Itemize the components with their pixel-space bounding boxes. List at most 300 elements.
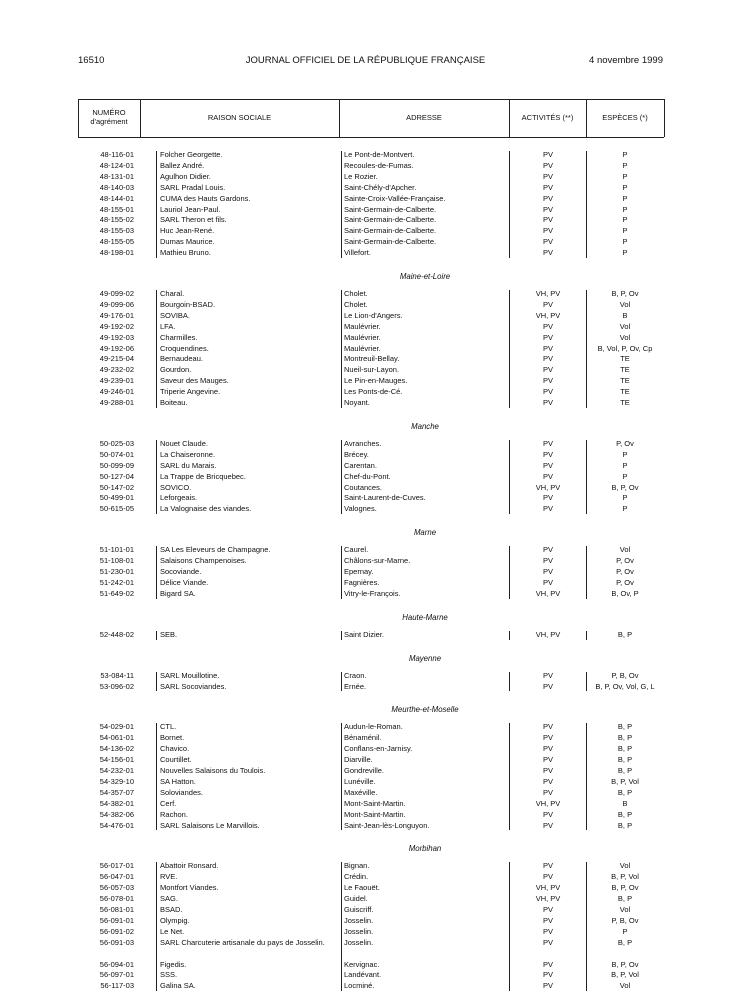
agrement-number: 56-094-01 — [99, 959, 134, 969]
table-row — [0, 398, 731, 408]
raison-sociale: BSAD. — [160, 905, 183, 914]
agrement-number: 50-499-01 — [99, 493, 134, 503]
raison-sociale: Montfort Viandes. — [160, 883, 219, 893]
agrement-number: 48-124-01 — [99, 160, 134, 170]
column-rule — [509, 862, 510, 991]
especes: P, B, Ov — [611, 670, 639, 680]
raison-sociale: SARL Salaisons Le Marvillois. — [160, 820, 260, 830]
table-row — [0, 821, 731, 831]
adresse: Guidel. — [344, 894, 368, 904]
activites: PV — [542, 204, 553, 214]
agrement-number: 49-288-01 — [99, 398, 134, 407]
column-rule — [156, 672, 157, 692]
column-rule — [509, 631, 510, 640]
adresse: Nueil-sur-Layon. — [344, 365, 400, 375]
raison-sociale: Croquendines. — [160, 343, 209, 353]
table-row — [0, 354, 731, 364]
especes: TE — [620, 376, 630, 386]
raison-sociale: La Chaiseronne. — [160, 449, 216, 459]
agrement-number: 51-230-01 — [99, 567, 134, 576]
agrement-number: 56-047-01 — [99, 872, 134, 882]
adresse: Sainte-Croix-Vallée-Française. — [344, 193, 446, 203]
agrement-number: 50-127-04 — [99, 471, 134, 481]
raison-sociale: Lauriol Jean-Paul. — [160, 204, 221, 214]
column-rule — [509, 151, 510, 258]
especes: Vol — [619, 321, 631, 331]
raison-sociale: Socoviande. — [160, 567, 202, 576]
activites: PV — [542, 171, 553, 181]
raison-sociale: Bernaudeau. — [160, 354, 203, 364]
especes: TE — [620, 354, 630, 364]
table-row — [0, 461, 731, 471]
activites: PV — [542, 493, 553, 503]
agrement-number: 49-099-06 — [99, 299, 134, 309]
agrement-number: 48-116-01 — [100, 150, 134, 159]
column-rule — [586, 631, 587, 640]
raison-sociale: Ballez André. — [160, 160, 205, 170]
activites: PV — [542, 504, 553, 514]
activites: PV — [542, 387, 553, 397]
adresse: Saint-Germain-de-Calberte. — [344, 215, 437, 225]
agrement-number: 54-156-01 — [99, 755, 134, 765]
raison-sociale: Charal. — [160, 289, 185, 298]
raison-sociale: Nouet Claude. — [160, 438, 208, 448]
activites: PV — [542, 670, 553, 680]
raison-sociale: SOVIBA. — [160, 310, 191, 320]
agrement-number: 56-117-03 — [100, 981, 134, 991]
especes: B — [622, 798, 628, 808]
activites: PV — [542, 755, 553, 765]
adresse: Diarville. — [344, 755, 373, 765]
raison-sociale: Agulhon Didier. — [160, 171, 211, 181]
agrement-number: 53-084-11 — [100, 670, 134, 680]
raison-sociale: Figedis. — [160, 959, 187, 969]
adresse: Les Ponts-de-Cé. — [344, 387, 403, 397]
raison-sociale: Charmilles. — [160, 332, 198, 342]
adresse: Mont-Saint-Martin. — [344, 798, 406, 808]
activites: PV — [542, 160, 553, 170]
table-row — [0, 493, 731, 503]
adresse: Montreuil-Bellay. — [344, 354, 400, 364]
especes: P — [622, 204, 628, 214]
column-rule — [156, 546, 157, 599]
especes: B, P, Ov — [611, 959, 639, 969]
column-rule — [156, 440, 157, 514]
column-rule — [341, 672, 342, 692]
table-row — [0, 450, 731, 460]
activites: PV — [542, 809, 553, 819]
adresse: Noyant. — [344, 398, 370, 407]
activites: VH, PV — [535, 894, 561, 904]
especes: P, Ov — [616, 567, 634, 576]
activites: VH, PV — [535, 289, 561, 298]
table-row — [0, 733, 731, 743]
adresse: Conflans-en-Jarnisy. — [344, 744, 413, 754]
raison-sociale: Le Net. — [160, 926, 185, 936]
agrement-number: 49-192-03 — [99, 332, 134, 342]
activites: PV — [542, 872, 553, 882]
agrement-number: 56-097-01 — [99, 970, 134, 980]
raison-sociale: SARL Charcuterie artisanale du pays de Josselin. — [160, 937, 325, 947]
especes: B, P — [617, 755, 633, 765]
table-row — [0, 300, 731, 310]
activites: PV — [542, 556, 553, 566]
especes: B, P — [617, 766, 633, 775]
column-rule — [586, 546, 587, 599]
section-title: Haute-Marne — [402, 612, 448, 622]
activites: PV — [542, 959, 553, 969]
agrement-number: 56-091-02 — [99, 926, 134, 936]
especes: P, Ov — [616, 577, 634, 587]
activites: VH, PV — [535, 629, 561, 639]
raison-sociale: Bourgoin-BSAD. — [160, 299, 216, 309]
section-title: Manche — [411, 421, 439, 431]
table-row — [0, 970, 731, 980]
table-row — [0, 483, 731, 493]
agrement-number: 50-074-01 — [99, 449, 134, 459]
agrement-number: 49-215-04 — [99, 354, 134, 364]
table-row — [0, 766, 731, 776]
raison-sociale: La Valognaise des viandes. — [160, 504, 252, 514]
especes: P — [622, 237, 628, 247]
especes: P — [622, 226, 628, 236]
agrement-number: 54-061-01 — [99, 733, 134, 743]
agrement-number: 48-144-01 — [99, 193, 134, 203]
especes: B, P, Vol — [611, 872, 639, 882]
adresse: Valognes. — [344, 504, 377, 514]
agrement-number: 54-136-02 — [99, 744, 134, 754]
table-row — [0, 161, 731, 171]
activites: VH, PV — [535, 588, 561, 598]
agrement-number: 54-382-06 — [99, 809, 134, 819]
raison-sociale: Cerf. — [160, 798, 177, 808]
table-row — [0, 183, 731, 193]
raison-sociale: Gourdon. — [160, 365, 192, 375]
table-row — [0, 365, 731, 375]
column-rule — [341, 723, 342, 830]
raison-sociale: Soloviandes. — [160, 787, 203, 797]
table-row — [0, 311, 731, 321]
column-rule — [156, 290, 157, 408]
raison-sociale: SSS. — [160, 970, 178, 980]
especes: B, P — [617, 629, 633, 639]
adresse: Craon. — [344, 670, 367, 680]
section-title: Morbihan — [408, 844, 442, 854]
activites: VH, PV — [535, 798, 561, 808]
activites: PV — [542, 215, 553, 225]
adresse: Josselin. — [344, 915, 374, 925]
activites: PV — [542, 321, 553, 331]
activites: PV — [542, 248, 553, 258]
agrement-number: 54-382-01 — [99, 798, 134, 808]
especes: B, Vol, P, Ov, Cp — [597, 343, 653, 353]
raison-sociale: SA Les Eleveurs de Champagne. — [160, 545, 271, 555]
adresse: Le Pin-en-Mauges. — [344, 376, 408, 386]
especes: P — [622, 215, 628, 225]
agrement-number: 51-242-01 — [99, 577, 134, 587]
agrement-number: 53-096-02 — [99, 681, 134, 691]
agrement-number: 49-099-02 — [99, 289, 134, 298]
journal-title: JOURNAL OFFICIEL DE LA RÉPUBLIQUE FRANÇAISE — [245, 55, 486, 66]
agrement-number: 52-448-02 — [99, 629, 134, 639]
adresse: Maulévrier. — [344, 321, 381, 331]
page-number: 16510 — [78, 55, 105, 66]
adresse: Avranches. — [344, 438, 382, 448]
activites: PV — [542, 722, 553, 732]
activites: PV — [542, 376, 553, 386]
especes: B, P — [617, 733, 633, 743]
agrement-number: 49-176-01 — [99, 310, 134, 320]
activites: PV — [542, 915, 553, 925]
raison-sociale: Folcher Georgette. — [160, 150, 223, 159]
column-rule — [586, 290, 587, 408]
agrement-number: 50-099-09 — [99, 460, 134, 470]
raison-sociale: Saveur des Mauges. — [160, 376, 229, 386]
agrement-number: 48-155-01 — [99, 204, 134, 214]
table-row — [0, 755, 731, 765]
table-row — [0, 344, 731, 354]
activites: PV — [542, 343, 553, 353]
agrement-number: 56-081-01 — [99, 905, 134, 914]
adresse: Chef-du-Pont. — [344, 471, 391, 481]
raison-sociale: SEB. — [160, 629, 178, 639]
especes: B, P — [617, 894, 633, 904]
activites: VH, PV — [535, 883, 561, 893]
column-rule — [341, 862, 342, 991]
activites: PV — [542, 398, 553, 407]
adresse: Bénaménil. — [344, 733, 382, 743]
table-row — [0, 589, 731, 599]
agrement-number: 56-091-03 — [99, 937, 134, 947]
adresse: Crédin. — [344, 872, 369, 882]
column-rule — [509, 440, 510, 514]
table-row — [0, 439, 731, 449]
table-row — [0, 150, 731, 160]
agrement-number: 51-101-01 — [99, 545, 134, 555]
raison-sociale: SOVICO. — [160, 482, 192, 492]
especes: Vol — [619, 861, 631, 871]
raison-sociale: SARL Theron et fils. — [160, 215, 227, 225]
especes: P — [622, 150, 628, 159]
table-row — [0, 960, 731, 970]
adresse: Le Pont-de-Montvert. — [344, 150, 415, 159]
adresse: Kervignac. — [344, 959, 380, 969]
especes: B, P — [617, 787, 633, 797]
activites: PV — [542, 926, 553, 936]
adresse: Brécey. — [344, 449, 369, 459]
especes: B, P, Ov — [611, 482, 639, 492]
especes: P — [622, 449, 628, 459]
agrement-number: 50-147-02 — [99, 482, 134, 492]
especes: P — [622, 493, 628, 503]
raison-sociale: Abattoir Ronsard. — [160, 861, 219, 871]
especes: B, P, Vol — [611, 970, 639, 980]
column-header-raison-sociale: RAISON SOCIALE — [207, 112, 272, 122]
raison-sociale: Mathieu Bruno. — [160, 248, 211, 258]
especes: P — [622, 460, 628, 470]
adresse: Guiscriff. — [344, 905, 374, 914]
publication-date: 4 novembre 1999 — [589, 55, 663, 66]
raison-sociale: Délice Viande. — [160, 577, 209, 587]
adresse: Carentan. — [344, 460, 377, 470]
table-row — [0, 194, 731, 204]
agrement-number: 54-357-07 — [99, 787, 134, 797]
column-rule — [341, 631, 342, 640]
adresse: Le Faouët. — [344, 883, 380, 893]
especes: B, P — [617, 809, 633, 819]
adresse: Châlons-sur-Marne. — [344, 556, 411, 566]
activites: VH, PV — [535, 310, 561, 320]
table-row — [0, 237, 731, 247]
adresse: Saint Dizier. — [344, 629, 385, 639]
especes: B, P, Vol — [611, 776, 639, 786]
activites: PV — [542, 193, 553, 203]
table-row — [0, 872, 731, 882]
adresse: Mont-Saint-Martin. — [344, 809, 406, 819]
especes: Vol — [619, 905, 631, 914]
adresse: Josselin. — [344, 926, 374, 936]
column-rule — [341, 290, 342, 408]
especes: TE — [620, 365, 630, 375]
column-header-especes: ESPÈCES (*) — [602, 112, 648, 122]
raison-sociale: Olympig. — [160, 915, 190, 925]
agrement-number: 56-057-03 — [99, 883, 134, 893]
adresse: Maulévrier. — [344, 332, 381, 342]
raison-sociale: LFA. — [160, 321, 176, 331]
adresse: Ernée. — [344, 681, 367, 691]
agrement-number: 51-108-01 — [99, 556, 134, 566]
agrement-number: 49-192-06 — [99, 343, 134, 353]
especes: P, B, Ov — [611, 915, 639, 925]
raison-sociale: SARL du Marais. — [160, 460, 217, 470]
table-row — [0, 682, 731, 692]
agrement-number: 49-246-01 — [99, 387, 134, 397]
raison-sociale: CUMA des Hauts Gardons. — [160, 193, 251, 203]
section-title: Marne — [413, 528, 437, 538]
table-row — [0, 938, 731, 948]
especes: B, P, Ov — [611, 289, 639, 298]
table-row — [0, 322, 731, 332]
adresse: Cholet. — [344, 299, 368, 309]
adresse: Saint-Germain-de-Calberte. — [344, 226, 437, 236]
especes: P, Ov — [616, 438, 634, 448]
activites: PV — [542, 150, 553, 159]
agrement-number: 56-078-01 — [99, 894, 134, 904]
table-row — [0, 215, 731, 225]
adresse: Gondreville. — [344, 766, 385, 775]
adresse: Caurel. — [344, 545, 369, 555]
agrement-number: 56-017-01 — [99, 861, 134, 871]
activites: PV — [542, 861, 553, 871]
activites: PV — [542, 567, 553, 576]
activites: PV — [542, 776, 553, 786]
column-header-adresse: ADRESSE — [406, 112, 442, 122]
column-rule — [156, 151, 157, 258]
column-rule — [586, 151, 587, 258]
especes: B, P — [617, 722, 633, 732]
table-row — [0, 226, 731, 236]
adresse: Saint-Jean-lès-Longuyon. — [344, 820, 430, 830]
adresse: Audun-le-Roman. — [344, 722, 403, 732]
raison-sociale: Nouvelles Salaisons du Toulois. — [160, 766, 266, 775]
table-row — [0, 205, 731, 215]
especes: TE — [620, 387, 630, 397]
table-row — [0, 916, 731, 926]
especes: B — [622, 310, 628, 320]
activites: PV — [542, 981, 553, 991]
adresse: Saint-Laurent-de-Cuves. — [344, 493, 426, 503]
column-rule — [586, 723, 587, 830]
adresse: Recoules-de-Fumas. — [344, 160, 414, 170]
table-row — [0, 630, 731, 640]
table-row — [0, 861, 731, 871]
activites: PV — [542, 905, 553, 914]
especes: B, P, Ov — [611, 883, 639, 893]
table-row — [0, 799, 731, 809]
especes: P — [622, 171, 628, 181]
table-row — [0, 905, 731, 915]
raison-sociale: SARL Socoviandes. — [160, 681, 227, 691]
especes: P — [622, 471, 628, 481]
adresse: Lunéville. — [344, 776, 376, 786]
column-header-numero: NUMÉRO d'agrément — [90, 108, 128, 126]
activites: PV — [542, 733, 553, 743]
activites: PV — [542, 820, 553, 830]
raison-sociale: Leforgeais. — [160, 493, 198, 503]
table-body — [0, 150, 731, 991]
activites: PV — [542, 354, 553, 364]
activites: PV — [542, 970, 553, 980]
agrement-number: 48-140-03 — [99, 182, 134, 192]
column-rule — [509, 290, 510, 408]
agrement-number: 48-155-05 — [99, 237, 134, 247]
adresse: Coutances. — [344, 482, 382, 492]
column-rule — [509, 672, 510, 692]
especes: P — [622, 182, 628, 192]
agrement-number: 48-155-02 — [99, 215, 134, 225]
activites: PV — [542, 937, 553, 947]
adresse: Fagnières. — [344, 577, 380, 587]
agrement-number: 54-232-01 — [99, 766, 134, 775]
raison-sociale: Huc Jean-René. — [160, 226, 215, 236]
column-header-activites: ACTIVITÉS (**) — [521, 112, 574, 122]
agrement-number: 54-329-10 — [99, 776, 134, 786]
activites: PV — [542, 299, 553, 309]
agrement-number: 50-615-05 — [99, 504, 134, 514]
table-row — [0, 788, 731, 798]
activites: PV — [542, 449, 553, 459]
agrement-number: 51-649-02 — [99, 588, 134, 598]
activites: PV — [542, 332, 553, 342]
activites: PV — [542, 787, 553, 797]
agrement-number: 48-155-03 — [99, 226, 134, 236]
especes: P, Ov — [616, 556, 634, 566]
activites: PV — [542, 460, 553, 470]
especes: P — [622, 504, 628, 514]
table-row — [0, 567, 731, 577]
especes: Vol — [619, 981, 631, 991]
table-row — [0, 671, 731, 681]
table-row — [0, 504, 731, 514]
table-row — [0, 744, 731, 754]
adresse: Landévant. — [344, 970, 382, 980]
activites: PV — [542, 766, 553, 775]
especes: B, P — [617, 937, 633, 947]
raison-sociale: La Trappe de Bricquebec. — [160, 471, 246, 481]
especes: B, Ov, P — [611, 588, 639, 598]
table-row — [0, 172, 731, 182]
agrement-number: 49-192-02 — [99, 321, 134, 331]
